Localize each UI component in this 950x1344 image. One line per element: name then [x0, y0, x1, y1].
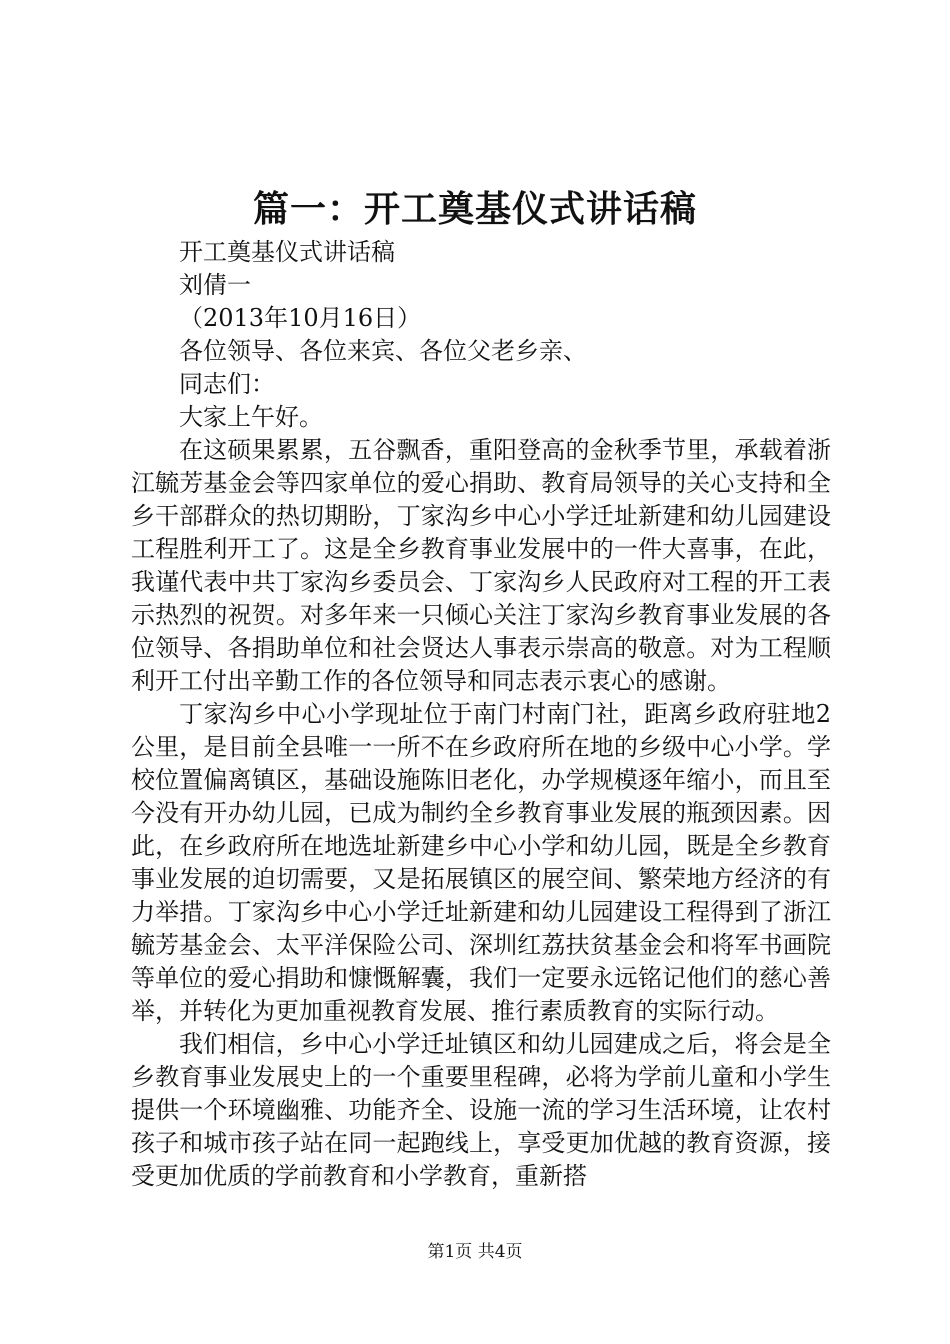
greeting: 大家上午好。 [179, 403, 323, 431]
salutation-line-1: 各位领导、各位来宾、各位父老乡亲、 [179, 337, 587, 365]
document-title: 篇一：开工奠基仪式讲话稿 [252, 188, 697, 230]
page-footer: 第1页 共4页 [427, 1242, 523, 1262]
salutation-line-2: 同志们： [179, 370, 275, 398]
speech-heading: 开工奠基仪式讲话稿 [179, 238, 395, 266]
document-body [131, 236, 831, 1193]
body-paragraph: 在这硕果累累，五谷飘香，重阳登高的金秋季节里，承载着浙江毓芳基金会等四家单位的爱心捐助、教育局领导的关心支持和全乡干部群众的热切期盼，丁家沟乡中心小学迁址新建和幼儿园建设工程胜利开工了。这是全乡教育事业发展中的一件大喜事，在此，我谨代表中共丁家沟乡委员会、丁家沟乡人民政府对工程的开工表示热烈的祝贺。对多年来一只倾心关注丁家沟乡教育事业发展的各位领导、各捐助单位和社会贤达人事表示崇高的敬意。对为工程顺利开工付出辛勤工作的各位领导和同志表示衷心的感谢。 [131, 436, 831, 695]
body-paragraph: 丁家沟乡中心小学现址位于南门村南门社，距离乡政府驻地2公里，是目前全县唯一一所不在乡政府所在地的乡级中心小学。学校位置偏离镇区，基础设施陈旧老化，办学规模逐年缩小，而且至今没有开办幼儿园，已成为制约全乡教育事业发展的瓶颈因素。因此，在乡政府所在地选址新建乡中心小学和幼儿园，既是全乡教育事业发展的迫切需要，又是拓展镇区的展空间、繁荣地方经济的有力举措。丁家沟乡中心小学迁址新建和幼儿园建设工程得到了浙江毓芳基金会、太平洋保险公司、深圳红荔扶贫基金会和将军书画院等单位的爱心捐助和慷慨解囊，我们一定要永远铭记他们的慈心善举，并转化为更加重视教育发展、推行素质教育的实际行动。 [131, 700, 831, 1025]
speaker-name: 刘倩一 [179, 271, 251, 299]
speech-date: （2013年10月16日） [179, 304, 422, 332]
body-paragraph: 我们相信，乡中心小学迁址镇区和幼儿园建成之后，将会是全乡教育事业发展史上的一个重要里程碑，必将为学前儿童和小学生提供一个环境幽雅、功能齐全、设施一流的学习生活环境，让农村孩子和城市孩子站在同一起跑线上，享受更加优越的教育资源，接受更加优质的学前教育和小学教育，重新搭 [131, 1030, 831, 1190]
